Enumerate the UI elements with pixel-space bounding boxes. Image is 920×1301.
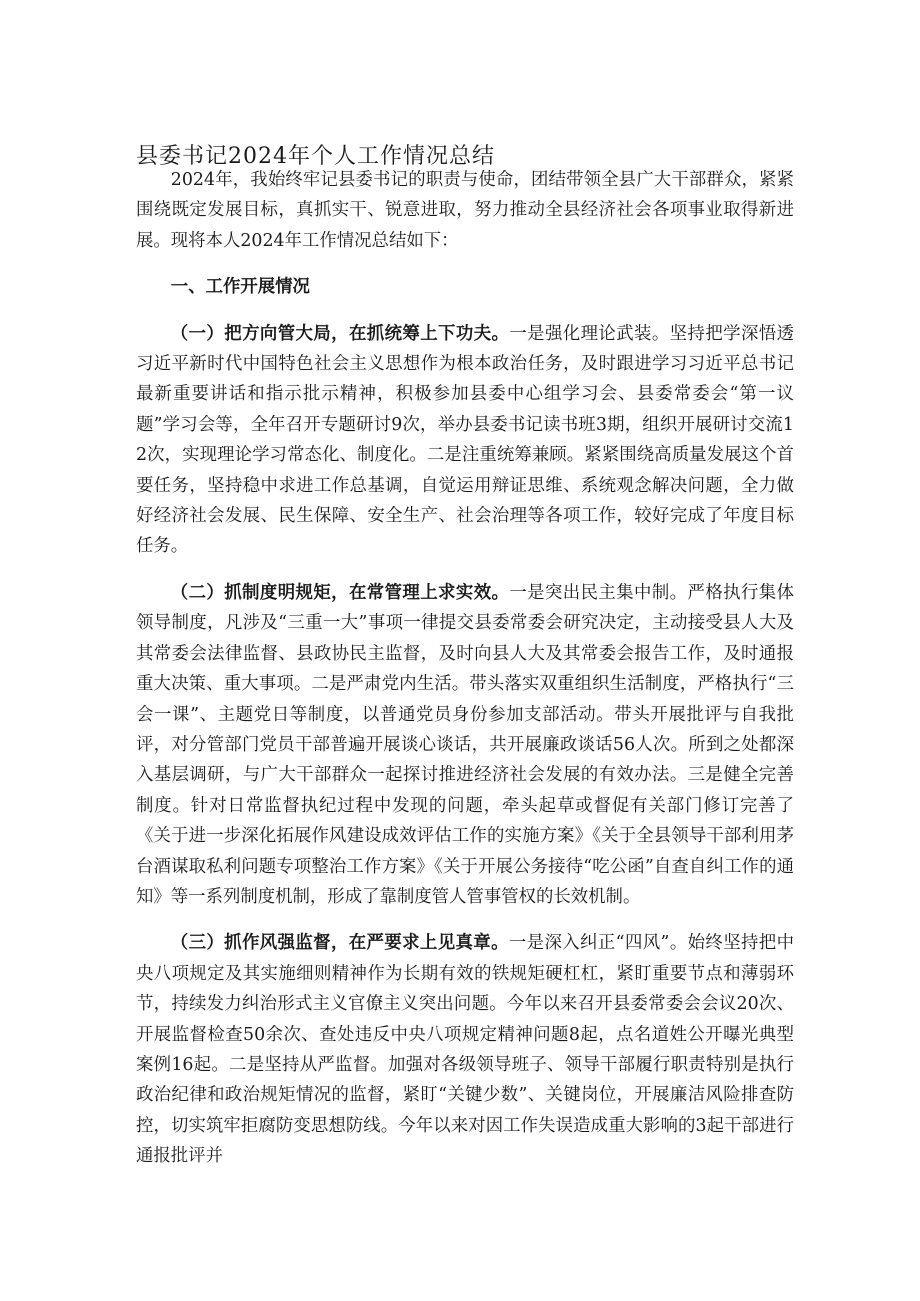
item-heading: （一）把方向管大局，在抓统筹上下功夫。 (170, 323, 510, 344)
item-heading: （三）抓作风强监督，在严要求上见真章。 (170, 933, 509, 954)
item-paragraph-1 (136, 319, 794, 562)
item-paragraph-3 (136, 928, 794, 1171)
intro-paragraph: 2024年，我始终牢记县委书记的职责与使命，团结带领全县广大干部群众，紧紧围绕既定发展目标，真抓实干、锐意进取，努力推动全县经济社会各项事业取得新进展。现将本人2024年工作情况总结如下： (136, 170, 794, 251)
item-heading: （二）抓制度明规矩，在常管理上求实效。 (170, 582, 510, 603)
item-paragraph-2 (136, 578, 794, 912)
document-body (136, 165, 794, 1182)
section-heading-text: 一、工作开展情况 (170, 277, 310, 298)
item-text: 一是强化理论武装。坚持把学深悟透习近平新时代中国特色社会主义思想作为根本政治任务，及时跟进学习习近平总书记最新重要讲话和指示批示精神，积极参加县委中心组学习会、县委常委会“第一议题”学习会等，全年召开专题研讨9次，举办县委书记读书班3期，组织开展研讨交流12次，实现理论学习常态化、制度化。二是注重统筹兼顾。紧紧围绕高质量发展这个首要任务，坚持稳中求进工作总基调，自觉运用辩证思维、系统观念解决问题，全力做好经济社会发展、民生保障、安全生产、社会治理等各项工作，较好完成了年度目标任务。 (136, 323, 794, 557)
section-heading (136, 272, 794, 302)
document-title: 县委书记2024年个人工作情况总结 (136, 144, 495, 169)
item-text: 一是突出民主集中制。严格执行集体领导制度，凡涉及“三重一大”事项一律提交县委常委会研究决定，主动接受县人大及其常委会法律监督、县政协民主监督，及时向县人大及其常委会报告工作，及时通报重大决策、重大事项。二是严肃党内生活。带头落实双重组织生活制度，严格执行“三会一课”、主题党日等制度，以普通党员身份参加支部活动。带头开展批评与自我批评，对分管部门党员干部普遍开展谈心谈话，共开展廉政谈话56人次。所到之处都深入基层调研，与广大干部群众一起探讨推进经济社会发展的有效办法。三是健全完善制度。针对日常监督执纪过程中发现的问题，牵头起草或督促有关部门修订完善了《关于进一步深化拓展作风建设成效评估工作的实施方案》《关于全县领导干部利用茅台酒谋取私利问题专项整治工作方案》《关于开展公务接待“吃公函”自查自纠工作的通知》等一系列制度机制，形成了靠制度管人管事管权的长效机制。 (136, 582, 794, 907)
item-text: 一是深入纠正“四风”。始终坚持把中央八项规定及其实施细则精神作为长期有效的铁规矩硬杠杠，紧盯重要节点和薄弱环节，持续发力纠治形式主义官僚主义突出问题。今年以来召开县委常委会会议20次、开展监督检查50余次、查处违反中央八项规定精神问题8起，点名道姓公开曝光典型案例16起。二是坚持从严监督。加强对各级领导班子、领导干部履行职责特别是执行政治纪律和政治规矩情况的监督，紧盯“关键少数”、关键岗位，开展廉洁风险排查防控，切实筑牢拒腐防变思想防线。今年以来对因工作失误造成重大影响的3起干部进行通报批评并 (136, 933, 794, 1167)
